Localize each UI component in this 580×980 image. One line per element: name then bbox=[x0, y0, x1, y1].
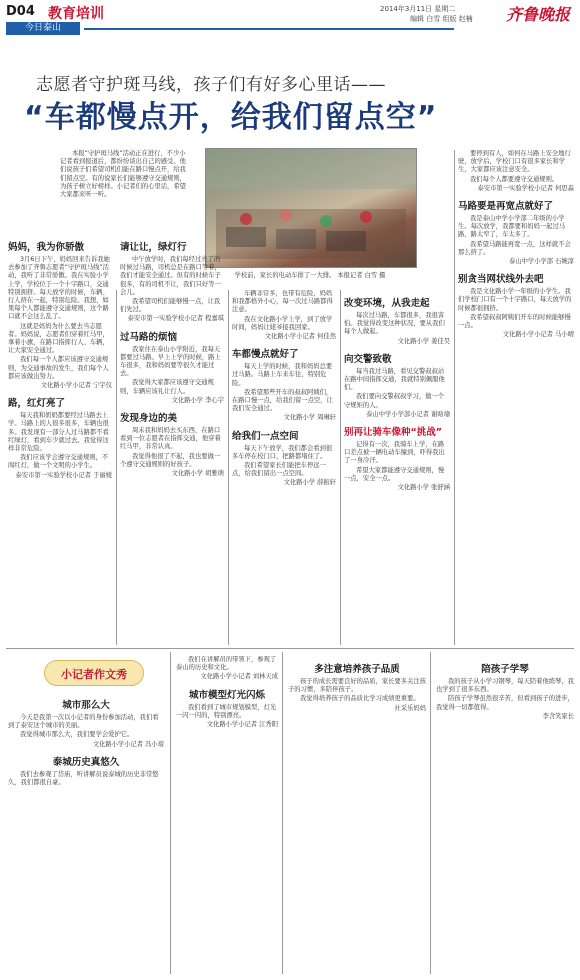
subheading: 别贪当网状线外去吧 bbox=[458, 274, 544, 286]
paragraph: 我的孩子从小学习钢琴，每天陪着他练琴，我也学到了很多东西。 bbox=[436, 678, 574, 694]
subheading: 向交警致敬 bbox=[344, 353, 392, 365]
paragraph: 我们在讲解员的带领下，参观了泰山的历史和文化。 bbox=[176, 656, 277, 672]
bottom-column-3 bbox=[288, 656, 426, 974]
byline: 李含笑家长 bbox=[542, 712, 574, 720]
column-divider bbox=[116, 290, 117, 645]
subheading: 过马路的烦恼 bbox=[120, 331, 178, 343]
column-divider bbox=[228, 290, 229, 645]
byline: 文化路小学小记者 宁宇仪 bbox=[40, 382, 112, 390]
paragraph: 每天我和奶奶都要经过马路去上学。马路上的人很多很多，车辆也很多。我发现有一部分人过马路都不看红绿灯，看到车少就过去。我觉得这样非常危险。 bbox=[8, 412, 109, 453]
article-column-3 bbox=[232, 290, 336, 646]
lead-paragraph bbox=[60, 150, 190, 199]
paragraph: 我是泰山中学小学部二年级的小学生。每次放学，我都要和妈妈一起过马路，路太窄了，车太多了。 bbox=[458, 215, 566, 239]
byline: 文化路小学 张舒涵 bbox=[397, 484, 450, 492]
headline: “车都慢点开，给我们留点空” bbox=[24, 100, 438, 135]
paragraph: 我希望叔叔阿姨们开车的时候能够慢一点。 bbox=[458, 313, 571, 330]
byline: 文化路小学 薛振轩 bbox=[283, 479, 336, 487]
paragraph: 我希望司机们能够慢一点，让我们先过。 bbox=[120, 298, 221, 314]
paragraph: 我们要向交警叔叔学习，做一个守规矩的人。 bbox=[344, 393, 445, 409]
header-rule bbox=[84, 28, 454, 30]
section-code: D04 bbox=[6, 4, 35, 19]
paragraph: 中午放学时，我们每经过亮了的时候过马路，司机总是在路口等着，我们才能安全通过。但有的时候车子很多，有的司机不让，我们只好等一会儿。 bbox=[120, 256, 221, 296]
byline: 泰安市第一实验学校小记者 程嘉琪 bbox=[127, 315, 224, 323]
subheading: 改变环境，从我走起 bbox=[344, 298, 430, 309]
kids-column-banner bbox=[44, 660, 144, 686]
section-title: 教育培训 bbox=[48, 6, 104, 22]
column-divider bbox=[282, 652, 283, 974]
paragraph: 每天上学的时候，我和妈妈总要过马路。马路上车来车往，特别危险。 bbox=[232, 363, 333, 387]
paragraph: 我们每个人都要遵守交通规则。 bbox=[470, 175, 559, 183]
section-divider bbox=[6, 648, 574, 649]
byline: 文化路小学小记者 何佳然 bbox=[264, 333, 336, 341]
paragraph: 我觉得培养孩子的品质比学习成绩更重要。 bbox=[300, 695, 420, 703]
column-divider bbox=[170, 652, 171, 974]
banner-title: 小记者作文秀 bbox=[61, 668, 127, 681]
byline: 文化路小学小记者 江秀阳 bbox=[206, 721, 278, 729]
byline: 文化路小学小记者 冯小瑄 bbox=[92, 740, 164, 748]
crowd-illustration bbox=[206, 149, 416, 267]
byline: 文化路小学小记者 刘林天成 bbox=[200, 673, 278, 681]
subheading: 陪孩子学琴 bbox=[481, 664, 529, 675]
paragraph: 每当我过马路，看见交警叔叔站在路中间指挥交通，我就特别佩服他们。 bbox=[344, 367, 445, 392]
paragraph: 我们每一个人都应该遵守交通规则，为交通事故的发生，我们每个人都应该做出努力。 bbox=[8, 356, 109, 380]
subheading: 路，红灯亮了 bbox=[8, 398, 66, 410]
paragraph: 我觉得城市那么大，我们要学会爱护它。 bbox=[20, 731, 134, 739]
paragraph: 每次过马路，车都很多，我很害怕。我觉得改变这种状况，要从我们每个人做起。 bbox=[344, 312, 445, 336]
subheading: 城市那么大 bbox=[62, 700, 110, 711]
paragraph: 我觉得大家都应该遵守交通规则，车辆应该礼让行人。 bbox=[120, 379, 214, 395]
paragraph: 3月6日下午，妈妈回来告诉我她去参加了齐鲁志愿者“守护斑马线”活动，我听了非常骄傲。我在实验小学上学，学校位于一个十字路口，交通特别拥挤。每天放学的时候，车辆、行人挤在一起，特别危险。我想，如果每个人都能遵守交通规则，这个路口就不会这么乱了。 bbox=[8, 256, 110, 321]
issue-date: 2014年3月11日 星期二 bbox=[380, 5, 456, 13]
paragraph: 车辆非常多，也带有危险，妈妈和我都格外小心，每一次过马路都得注意。 bbox=[232, 290, 333, 314]
byline: 文化路小学 李心宇 bbox=[171, 396, 224, 404]
subheading: 发现身边的美 bbox=[120, 413, 178, 425]
byline: 泰安市第一实验学校小记者 于丽媛 bbox=[15, 471, 112, 479]
paragraph: 我希望马路能再宽一点，这样就不会那么挤了。 bbox=[458, 240, 571, 256]
subheading: 车都慢点就好了 bbox=[232, 349, 299, 361]
paragraph: 我希望那些开车的叔叔阿姨们，在路口慢一点，给我们留一点空，让我们安全通过。 bbox=[232, 388, 333, 413]
paragraph: 我在文化路小学上学，到了放学时间，妈妈让姥爷接我回家。 bbox=[232, 315, 333, 331]
section-subtitle: 今日泰山 bbox=[6, 22, 80, 35]
subheading: 别再让骑车像种“挑战” bbox=[344, 427, 442, 439]
bottom-column-1 bbox=[8, 692, 164, 974]
byline: 泰山中学小学部小记者 谢晗瑜 bbox=[366, 410, 450, 418]
byline: 文化路小学小记者 马小晴 bbox=[502, 331, 574, 339]
column-divider bbox=[340, 290, 341, 645]
paragraph: 我是文化路小学一年级的小学生。我们学校门口有一个十字路口，每天放学的时候都很拥挤。 bbox=[458, 288, 572, 312]
subheading: 给我们一点空间 bbox=[232, 430, 299, 442]
paragraph: 周末我和妈妈去买东西，在路口看到一位志愿者在指挥交通，他穿着红马甲，非常认真。 bbox=[120, 427, 221, 451]
paragraph: 每天下午放学，我们都会看到很多车停在校门口，把路都堵住了。 bbox=[232, 444, 333, 460]
lead-text: 本报“守护斑马线”活动正在进行，不少小记者看到报道后，都纷纷谈出自己的感受。他们说孩子们希望司机们能在路口慢点开，给我们留点空。有的说家长们能够遵守交通规则，为孩子树立好榜样。小记者们的心里话，希望大家都来听一听。 bbox=[60, 150, 186, 199]
subheading: 马路要是再宽点就好了 bbox=[458, 201, 554, 213]
article-column-2 bbox=[120, 234, 224, 646]
article-column-5 bbox=[458, 150, 574, 646]
paragraph: 我觉得他很了不起，我也要做一个遵守交通规则的好孩子。 bbox=[120, 452, 221, 468]
paragraph: 记得有一次，我骑车上学，在路口差点被一辆电动车撞到，吓得我出了一身冷汗。 bbox=[344, 441, 445, 465]
paragraph: 要停到有人，如何在马路上安全地行驶，放学后，学校门口有很多家长和学生，大家都应该注意安全。 bbox=[458, 150, 571, 174]
paragraph: 陪孩子学琴虽然很辛苦，但看到孩子的进步，我觉得一切都值得。 bbox=[436, 695, 574, 711]
byline: 泰安市第一实验学校小记者 何思淼 bbox=[477, 184, 574, 192]
bottom-column-4 bbox=[436, 656, 574, 974]
byline: 泰山中学小学部 石婉淳 bbox=[509, 258, 574, 266]
paragraph: 今天是我第一次以小记者的身份参加活动，我们看到了泰安这个城市的美丽。 bbox=[8, 714, 159, 730]
page-header bbox=[0, 0, 580, 40]
byline: 社采乐妈妈 bbox=[394, 704, 426, 712]
subheading: 城市模型灯光闪烁 bbox=[188, 689, 265, 701]
article-column-1 bbox=[8, 234, 112, 646]
subheading: 泰城历史真悠久 bbox=[52, 756, 120, 768]
editor-credits: 编辑 白雪 组版 赵楠 bbox=[410, 15, 473, 23]
subheading: 请让让，绿灯行 bbox=[120, 242, 187, 253]
subheading: 妈妈，我为你骄傲 bbox=[8, 242, 85, 253]
paragraph: 我们应该学会遵守交通规则，不闯红灯，做一个文明的小学生。 bbox=[8, 454, 109, 470]
paragraph: 我家住在泰山小学附近，我每天都要过马路。早上上学的时候，路上车很多，我和妈妈要等很久才能过去。 bbox=[120, 345, 221, 378]
column-divider bbox=[454, 150, 455, 645]
newspaper-logo: 齐鲁晚报 bbox=[506, 5, 571, 24]
paragraph: 我们看到了城市规划模型，灯光一闪一闪的，特别漂亮。 bbox=[176, 703, 277, 719]
byline: 文化路小学 周琳轩 bbox=[283, 414, 336, 422]
article-column-4 bbox=[344, 290, 450, 646]
paragraph: 我们去参观了岱庙，听讲解员说泰城的历史非常悠久，我们都很自豪。 bbox=[8, 770, 159, 787]
photo-caption: 学校前，家长的电动车排了一大排。 本报记者 白雪 摄 bbox=[234, 272, 386, 279]
paragraph: 我们希望家长们能把车停远一点，给我们留出一点空间。 bbox=[232, 462, 326, 478]
news-photo bbox=[205, 148, 417, 268]
paragraph: 希望大家都能遵守交通规则，慢一点，安全一点。 bbox=[344, 466, 445, 482]
bottom-column-2 bbox=[176, 656, 278, 974]
byline: 文化路小学 胡雅萌 bbox=[171, 470, 224, 478]
subheading: 多注意培养孩子品质 bbox=[314, 664, 400, 675]
kicker-line: 志愿者守护斑马线，孩子们有好多心里话—— bbox=[36, 75, 386, 95]
paragraph: 孩子的成长需要良好的品质，家长要多关注孩子的习惯，多陪伴孩子。 bbox=[288, 678, 426, 694]
byline: 文化路小学 姜佳昊 bbox=[397, 337, 450, 345]
column-divider bbox=[430, 652, 431, 974]
paragraph: 这就是妈妈为什么要去当志愿者。妈妈说，志愿者们穿着红马甲，拿着小旗，在路口指挥行人、车辆，让大家安全通过。 bbox=[8, 322, 109, 355]
